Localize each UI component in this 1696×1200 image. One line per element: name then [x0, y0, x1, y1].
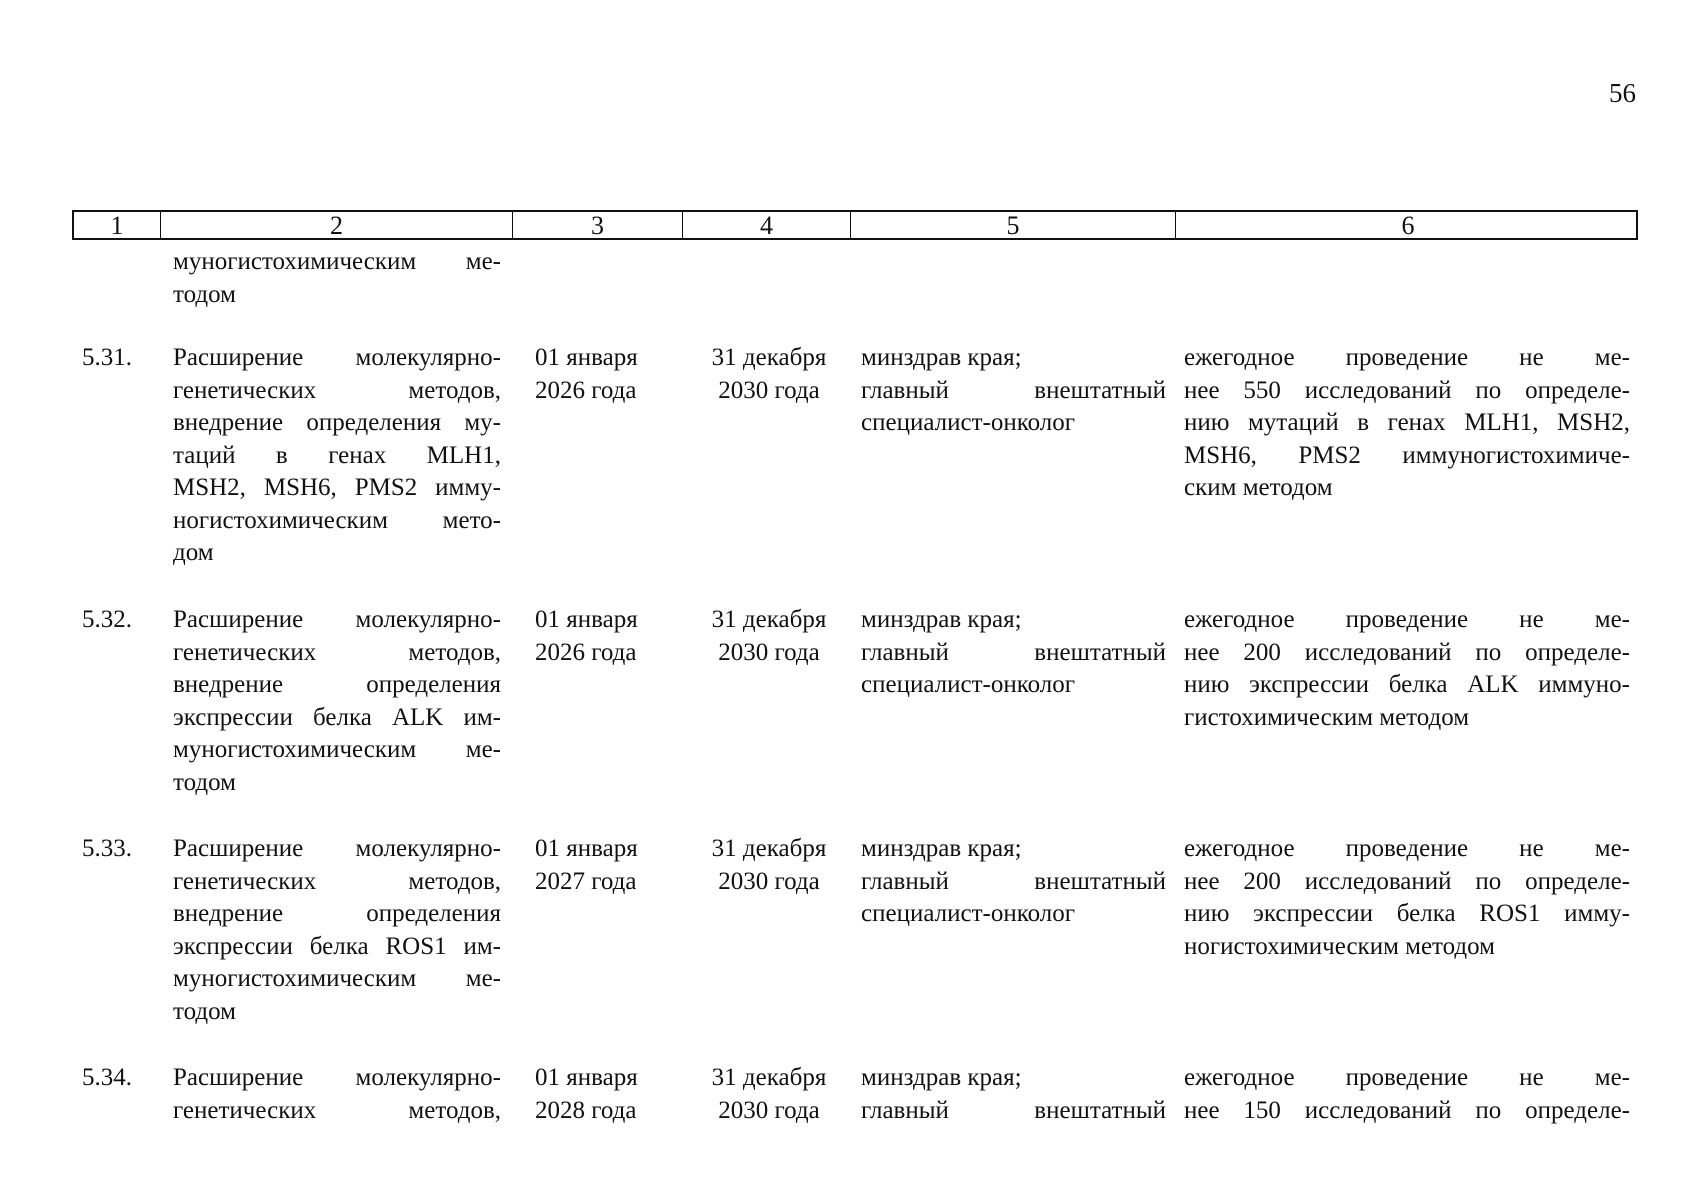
row-number: 5.33. [82, 835, 132, 862]
text-line: нее 150 исследований по определе- [1184, 1096, 1630, 1124]
text-line: 01 января [535, 606, 638, 633]
text-line: муногистохимическим ме- [173, 248, 501, 275]
table-row [72, 1062, 1638, 1127]
text-line: экспрессии белка ALK им- [173, 703, 501, 731]
text-line: ежегодное проведение не ме- [1184, 1064, 1630, 1091]
text-line: дом [173, 539, 214, 566]
text-line: внедрение определения [173, 671, 501, 698]
start-date [511, 604, 681, 833]
table-row [72, 342, 1638, 604]
expected-result [1174, 1062, 1638, 1127]
text-line: минздрав края; [861, 344, 1022, 371]
text-line: минздрав края; [861, 835, 1022, 862]
row-number: 5.32. [82, 606, 132, 633]
text-line: таций в генах MLH1, [173, 441, 501, 469]
table-row-continuation [72, 246, 1638, 342]
start-date [511, 833, 681, 1062]
end-date [681, 246, 849, 342]
text-line: ежегодное проведение не ме- [1184, 344, 1630, 371]
responsible [849, 246, 1174, 342]
header-col-3: 3 [513, 212, 683, 239]
responsible [849, 1062, 1174, 1127]
header-col-4: 4 [683, 212, 851, 239]
text-line: гистохимическим методом [1184, 703, 1470, 731]
text-line: минздрав края; [861, 606, 1022, 633]
text-line: 2028 года [535, 1096, 637, 1124]
text-line: главный внештатный [861, 867, 1166, 895]
text-line: специалист-онколог [861, 671, 1076, 698]
text-line: нее 200 исследований по определе- [1184, 638, 1630, 666]
text-line: муногистохимическим ме- [173, 965, 501, 992]
text-line: Расширение молекулярно- [173, 1064, 501, 1091]
end-date [681, 833, 849, 1062]
text-line: 2030 года [718, 376, 820, 404]
header-col-6: 6 [1401, 211, 1415, 240]
text-line: внедрение определения му- [173, 409, 501, 436]
table-row [72, 604, 1638, 833]
header-col-5: 5 [851, 212, 1176, 239]
text-line: экспрессии белка ROS1 им- [173, 932, 501, 960]
text-line: Расширение молекулярно- [173, 606, 501, 633]
row-number: 5.31. [82, 344, 132, 371]
measure-description [159, 342, 511, 604]
text-line: генетических методов, [173, 376, 501, 404]
row-number [72, 246, 159, 342]
text-line: главный внештатный [861, 638, 1166, 666]
text-line: нию экспрессии белка ROS1 имму- [1184, 900, 1630, 927]
expected-result [1174, 246, 1638, 342]
header-col-1: 1 [74, 212, 161, 239]
text-line: ногистохимическим методом [1184, 932, 1495, 960]
expected-result [1174, 342, 1638, 604]
text-line: ским методом [1184, 474, 1333, 501]
table-header [72, 210, 1638, 240]
measure-description [159, 833, 511, 1062]
text-line: тодом [173, 280, 236, 308]
text-line: 31 декабря [711, 1064, 827, 1091]
text-line: минздрав края; [861, 1064, 1022, 1091]
expected-result [1174, 604, 1638, 833]
text-line: 01 января [535, 344, 638, 371]
measure-description [159, 246, 511, 342]
text-line: нию мутаций в генах MLH1, MSH2, [1184, 409, 1630, 436]
text-line: специалист-онколог [861, 409, 1076, 436]
start-date [511, 1062, 681, 1127]
table-row [72, 833, 1638, 1062]
expected-result [1174, 833, 1638, 1062]
text-line: 31 декабря [711, 835, 827, 862]
measure-description [159, 1062, 511, 1127]
text-line: муногистохимическим ме- [173, 736, 501, 763]
text-line: генетических методов, [173, 1096, 501, 1124]
responsible [849, 833, 1174, 1062]
text-line: внедрение определения [173, 900, 501, 927]
text-line: Расширение молекулярно- [173, 344, 501, 371]
text-line: нию экспрессии белка ALK иммуно- [1184, 671, 1630, 698]
text-line: 2026 года [535, 638, 637, 666]
text-line: 2030 года [718, 867, 820, 895]
text-line: 2030 года [718, 1096, 820, 1124]
start-date [511, 342, 681, 604]
text-line: нее 200 исследований по определе- [1184, 867, 1630, 895]
text-line: генетических методов, [173, 867, 501, 895]
text-line: тодом [173, 768, 236, 796]
row-number: 5.34. [82, 1064, 132, 1091]
measure-description [159, 604, 511, 833]
text-line: главный внештатный [861, 376, 1166, 404]
text-line: 31 декабря [711, 606, 827, 633]
text-line: 01 января [535, 835, 638, 862]
text-line: тодом [173, 997, 236, 1025]
text-line: 2027 года [535, 867, 637, 895]
end-date [681, 604, 849, 833]
page-number: 56 [1609, 78, 1636, 108]
table-body [72, 246, 1638, 1127]
text-line: 2026 года [535, 376, 637, 404]
text-line: 01 января [535, 1064, 638, 1091]
responsible [849, 604, 1174, 833]
header-col-2: 2 [161, 212, 513, 239]
text-line: 31 декабря [711, 344, 827, 371]
text-line: ежегодное проведение не ме- [1184, 835, 1630, 862]
text-line: 2030 года [718, 638, 820, 666]
text-line: ногистохимическим мето- [173, 506, 501, 534]
text-line: генетических методов, [173, 638, 501, 666]
text-line: нее 550 исследований по определе- [1184, 376, 1630, 404]
text-line: главный внештатный [861, 1096, 1166, 1124]
text-line: специалист-онколог [861, 900, 1076, 927]
responsible [849, 342, 1174, 604]
end-date [681, 342, 849, 604]
start-date [511, 246, 681, 342]
text-line: Расширение молекулярно- [173, 835, 501, 862]
text-line: ежегодное проведение не ме- [1184, 606, 1630, 633]
end-date [681, 1062, 849, 1127]
text-line: MSH2, MSH6, PMS2 имму- [173, 474, 501, 501]
text-line: MSH6, PMS2 иммуногистохимиче- [1184, 441, 1630, 469]
